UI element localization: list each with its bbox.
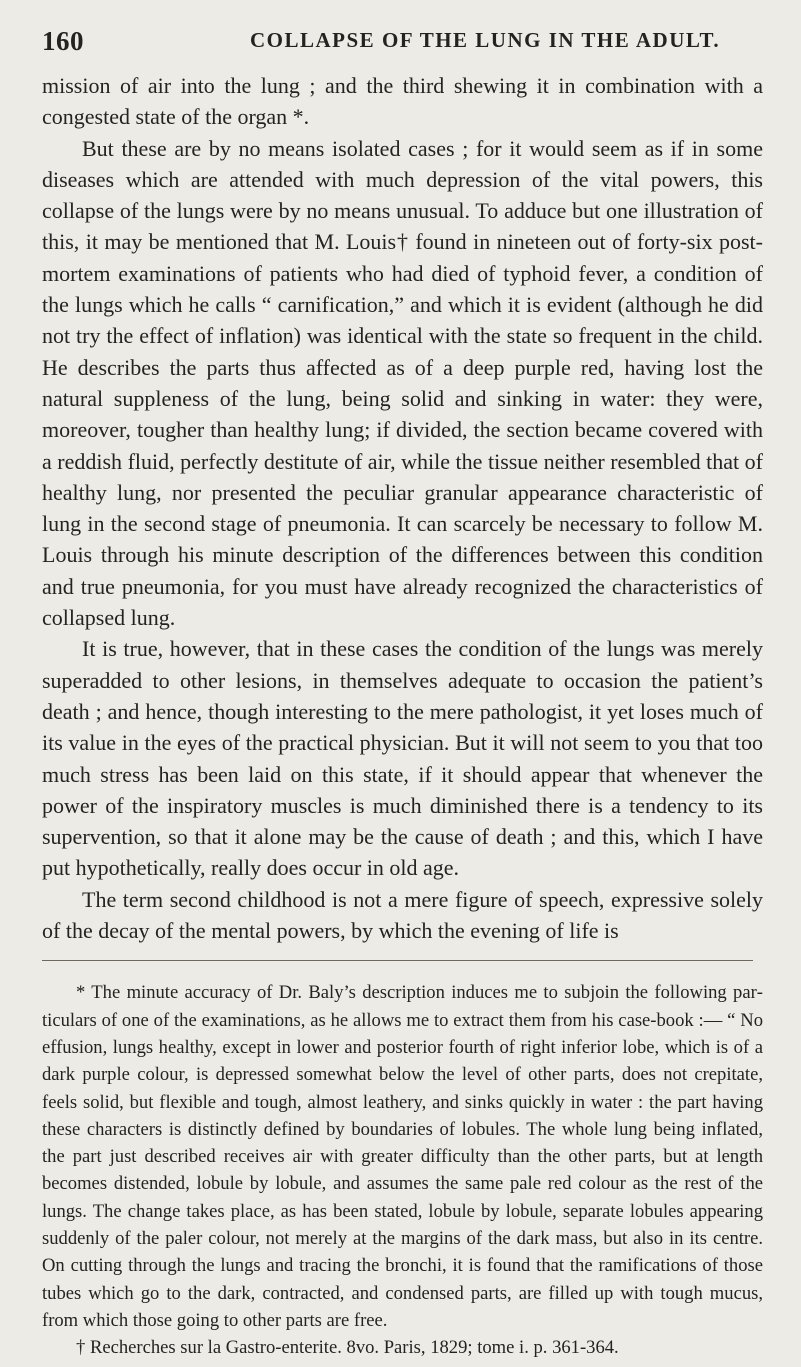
paragraph-second-childhood: The term second childhood is not a mere figure of speech, expressive solely of the decay of the mental powers, by which the evening of life is xyxy=(42,886,763,944)
body-text xyxy=(42,70,763,946)
running-head xyxy=(42,26,763,66)
running-title: COLLAPSE OF THE LUNG IN THE ADULT. xyxy=(250,28,721,52)
footnote-recherches: † Recherches sur la Gastro-enterite. 8vo. Paris, 1829; tome i. p. 361-364. xyxy=(76,1337,619,1359)
page-number: 160 xyxy=(42,26,84,56)
footnote-baly: * The minute accuracy of Dr. Baly’s description induces me to subjoin the following particulars of one of the examinations, as he allows me to extract them from his case-book :— “ No effusion, lungs healthy, except in lower and posterior fourth of right inferior lobe, which is of a dark purple colour, is depressed somewhat below the level of other parts, does not crepitate, feels solid, but flexible and tough, almost leathery, and sinks quickly in water : the part having these characters is distinctly defined by boundaries of lobules. The whole lung being inflated, the part just described receives air with greater difficulty than the other parts, but at length becomes distended, lobule by lobule, and assumes the same pale red colour as the rest of the lungs. The change takes place, as has been stated, lobule by lobule, separate lobules appearing suddenly of the paler colour, not merely at the margins of the dark mass, but also in its centre. On cutting through the lungs and tracing the bronchi, it is found that the ramifications of those tubes which go to the dark, contracted, and condensed parts, are filled up with tough mucus, from which those going to other parts are free. xyxy=(42,982,763,1331)
paragraph-continued: mission of air into the lung ; and the third shewing it in combination with a congested state of the organ *. xyxy=(42,73,763,130)
footnotes xyxy=(42,979,763,1361)
footnote-divider xyxy=(42,960,753,961)
paragraph-louis-carnification: But these are by no means isolated cases ; for it would seem as if in some diseases which are attended with much depression of the vital powers, this collapse of the lungs were by no means unusual. To adduce but one illustration of this, it may be mentioned that M. Louis† found in nineteen out of forty-six post-mortem examinations of patients who had died of typhoid fever, a condition of the lungs which he calls “ carnification,” and which it is evident (although he did not try the effect of inflation) was identical with the state so frequent in the child. He describes the parts thus affected as of a deep purple red, having lost the natural suppleness of the lung, being solid and sinking in water: they were, moreover, tougher than healthy lung; if divided, the section became covered with a reddish fluid, perfectly destitute of air, while the tissue neither resembled that of healthy lung, nor presented the peculiar granular appearance characteristic of lung in the second stage of pneumonia. It can scarcely be necessary to follow M. Louis through his minute description of the differences between this condition and true pneumonia, for you must have already recognized the characteristics of collapsed lung. xyxy=(42,135,763,631)
paragraph-superadded-lesions: It is true, however, that in these cases the condition of the lungs was merely superadded to other lesions, in themselves adequate to occasion the patient’s death ; and hence, though interesting to the mere pathologist, it yet loses much of its value in the eyes of the practical physician. But it will not seem to you that too much stress has been laid on this state, if it should appear that whenever the power of the inspiratory muscles is much diminished there is a tendency to its supervention, so that it alone may be the cause of death ; and this, which I have put hypothetically, really does occur in old age. xyxy=(42,636,763,881)
